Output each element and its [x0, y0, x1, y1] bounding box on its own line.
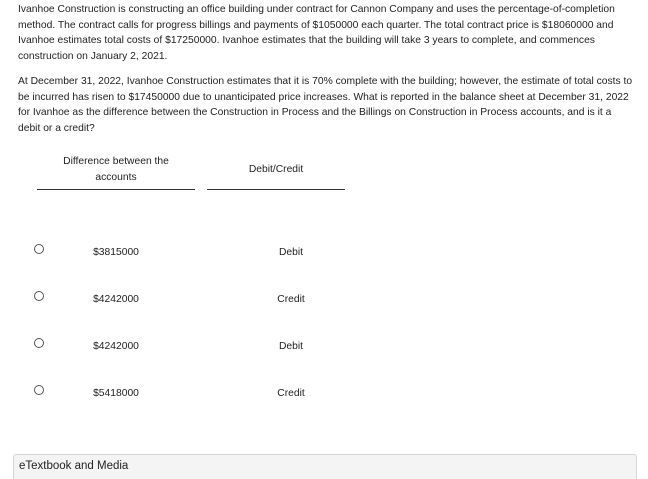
option-debit-credit: Debit	[278, 247, 304, 258]
option-amount: $3815000	[93, 247, 139, 258]
answer-option-4[interactable]	[0, 383, 648, 403]
option-debit-credit: Credit	[277, 294, 305, 305]
etextbook-media-label: eTextbook and Media	[19, 460, 129, 472]
header-debit-credit: Debit/Credit	[248, 164, 304, 175]
option-amount: $4242000	[93, 341, 139, 352]
header-underline-right	[207, 189, 345, 190]
question-paragraph-2: At December 31, 2022, Ivanhoe Construction estimates that it is 70% complete with the building; however, the estimate of total costs to be incurred has risen to $17450000 due to unanticipated price increases. What is reported in the balance sheet at December 31, 2022 for Ivanhoe as the difference between the Construction in Process and the Billings on Construction in Process accounts, and is it a debit or a credit?	[18, 76, 633, 134]
answer-option-3[interactable]	[0, 336, 648, 356]
option-debit-credit: Debit	[278, 341, 304, 352]
option-amount: $4242000	[93, 294, 139, 305]
etextbook-media-panel[interactable]	[13, 454, 637, 479]
question-paragraph-1: Ivanhoe Construction is constructing an office building under contract for Cannon Company and uses the percentage-of-completion method. The contract calls for progress billings and payments of $1050000 each quarter. The total contract price is $18060000 and Ivanhoe estimates total costs of $17250000. Ivanhoe estimates that the building will take 3 years to complete, and commences construction on January 2, 2021.	[18, 4, 615, 62]
header-underline-left	[37, 189, 195, 190]
header-difference	[37, 154, 195, 185]
option-debit-credit: Credit	[277, 388, 305, 399]
answer-option-1[interactable]	[0, 242, 648, 262]
header-difference-line1: Difference between the	[63, 156, 169, 167]
header-difference-line2: accounts	[95, 171, 137, 183]
answer-option-2[interactable]	[0, 289, 648, 309]
option-amount: $5418000	[93, 388, 139, 399]
